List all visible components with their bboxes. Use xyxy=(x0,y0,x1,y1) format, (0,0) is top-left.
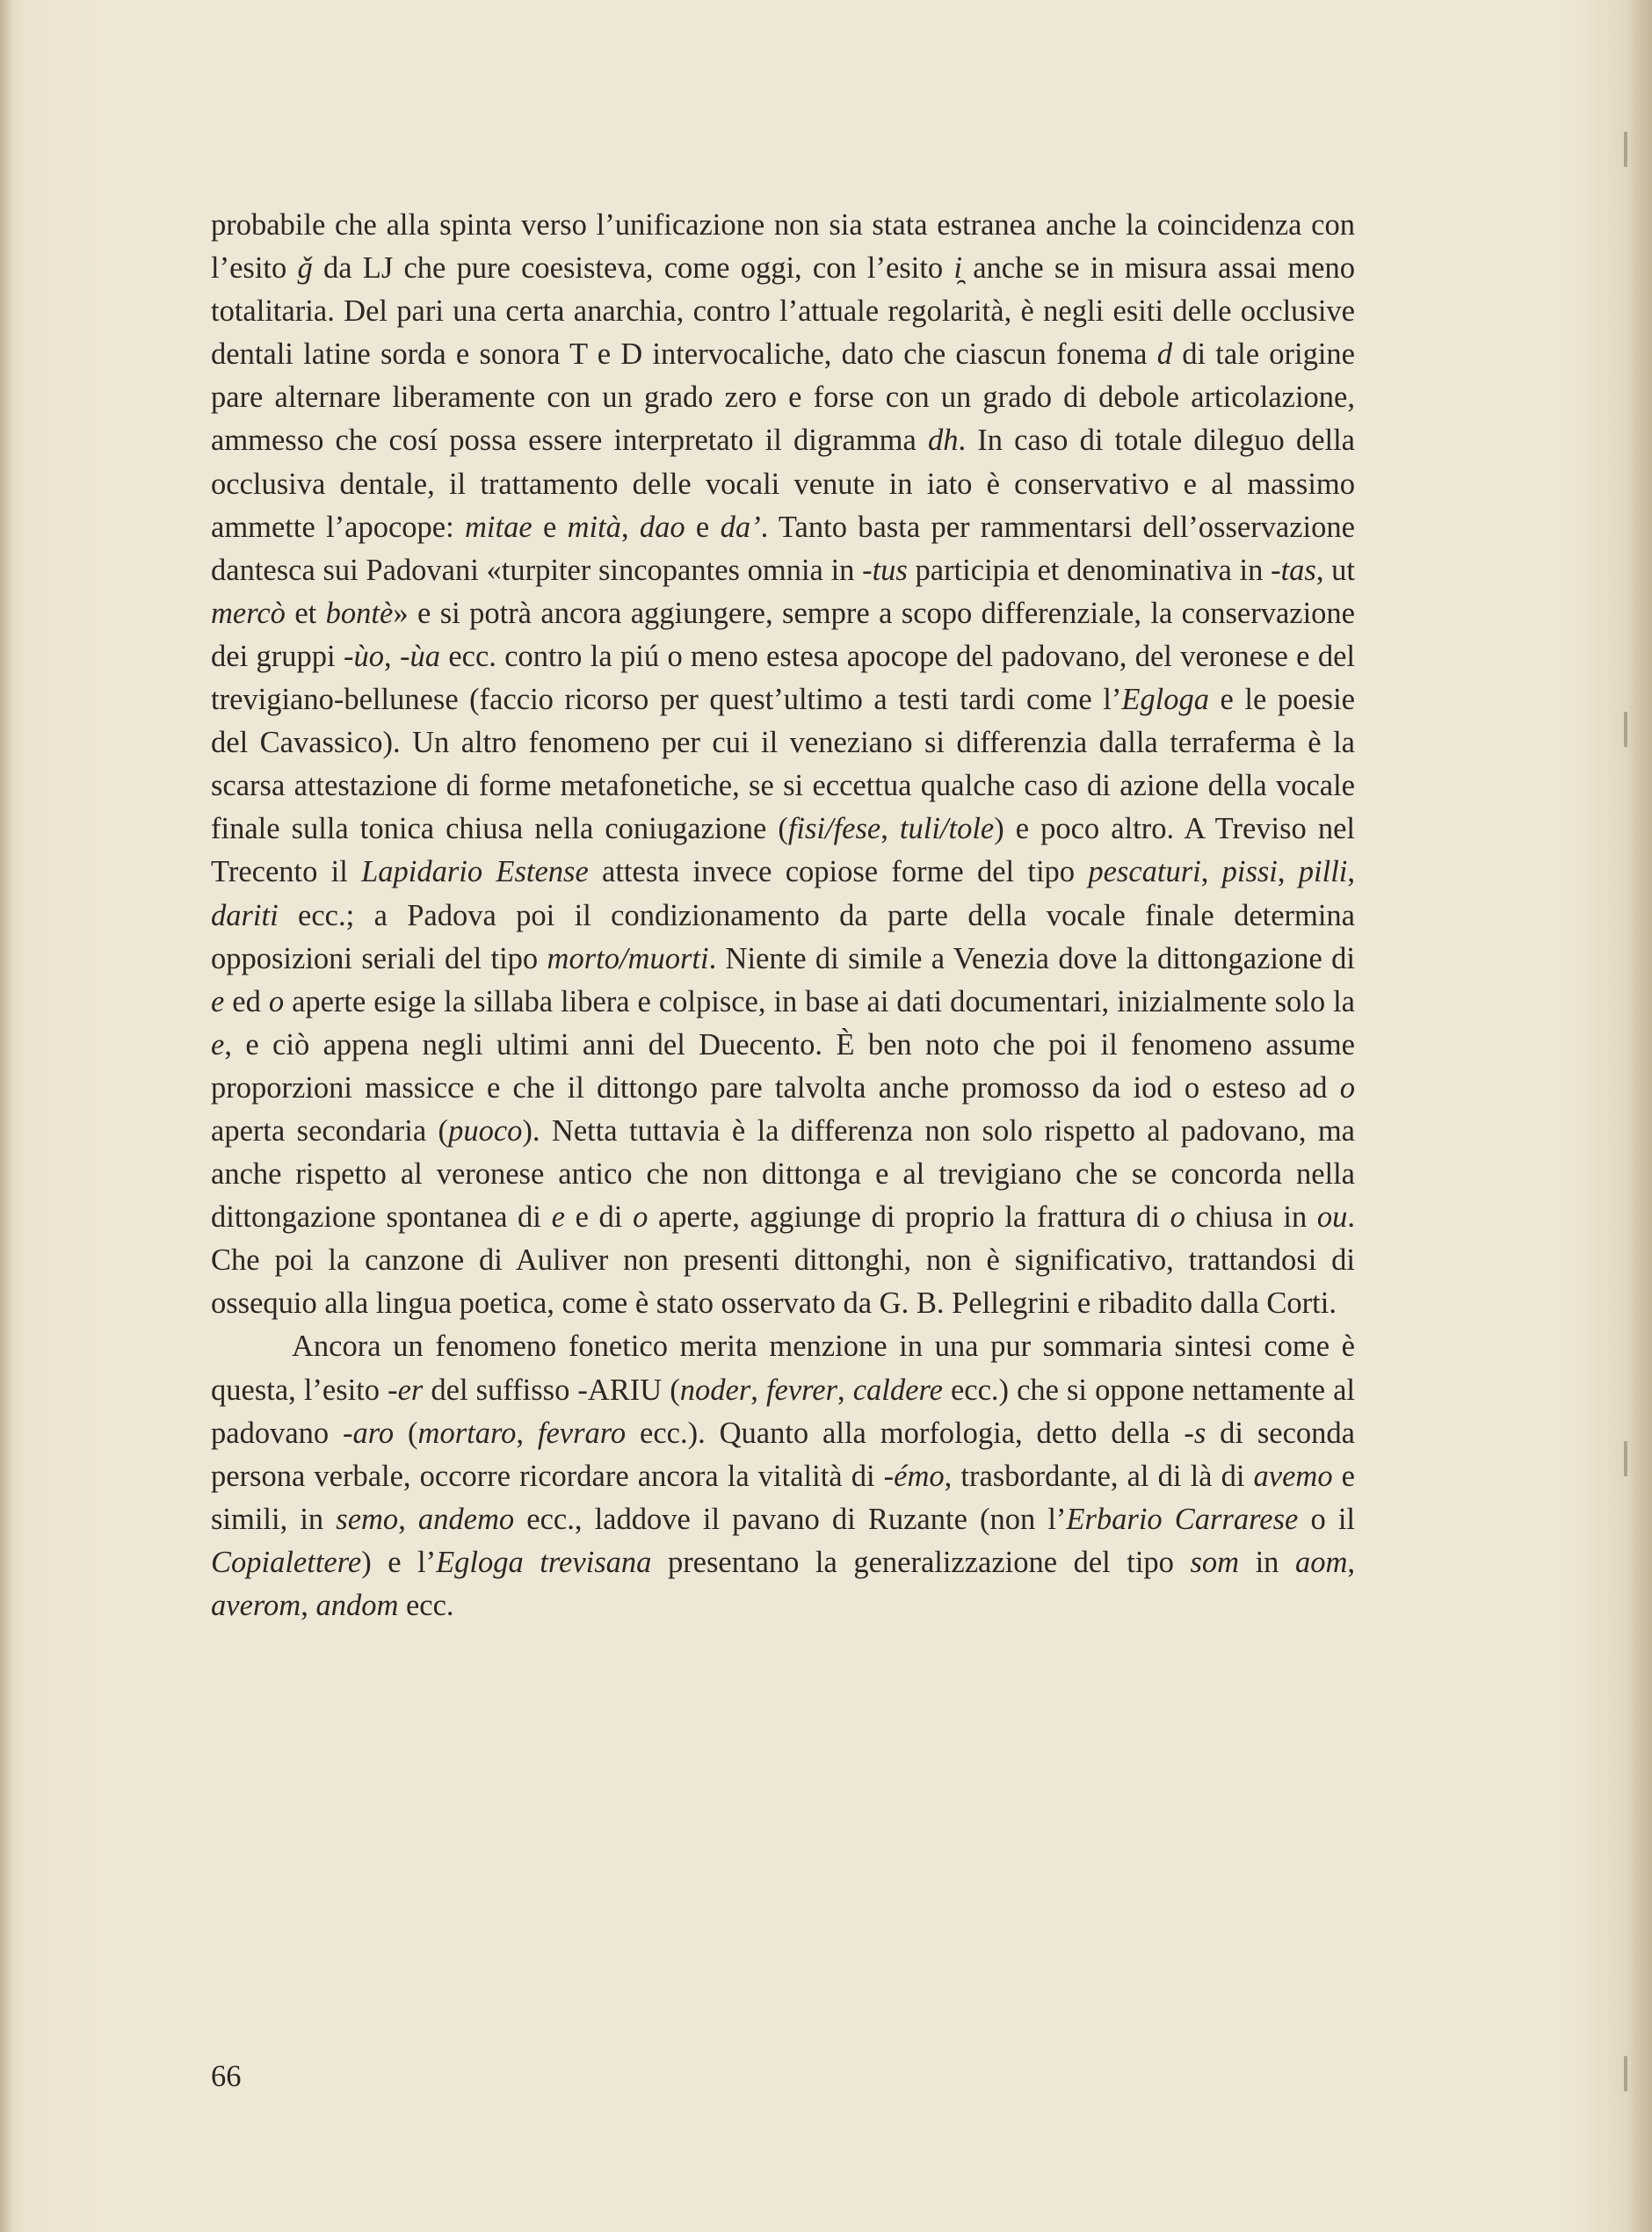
italic-term: aom xyxy=(1294,1545,1348,1579)
italic-term: d xyxy=(1156,337,1172,372)
italic-term: -tus xyxy=(862,553,908,587)
italic-term: dh xyxy=(927,424,959,458)
page-edge-mark xyxy=(1624,2056,1627,2091)
page-edge xyxy=(1626,0,1652,2232)
italic-term: mitae xyxy=(465,510,533,544)
italic-term: avemo xyxy=(1253,1459,1333,1493)
italic-term: Lapidario Estense xyxy=(361,855,589,889)
italic-term: mortaro xyxy=(417,1416,517,1450)
italic-term: mità xyxy=(567,510,621,544)
italic-term: Egloga trevisana xyxy=(436,1545,652,1579)
italic-term: fevrer xyxy=(765,1373,838,1407)
italic-term: caldere xyxy=(852,1373,943,1407)
italic-term: semo xyxy=(336,1502,399,1536)
italic-term: -aro xyxy=(343,1416,395,1450)
italic-term: morto/muorti xyxy=(547,941,709,975)
italic-term: -ùa xyxy=(399,639,440,673)
page-number: 66 xyxy=(211,2060,242,2093)
italic-term: puoco xyxy=(448,1113,523,1148)
italic-term: fisi/fese xyxy=(787,812,881,846)
italic-term: andom xyxy=(315,1589,399,1622)
italic-term: averom xyxy=(211,1589,301,1622)
italic-term: fevraro xyxy=(537,1416,627,1450)
italic-term: tuli/tole xyxy=(899,812,995,846)
page-edge-mark xyxy=(1624,132,1627,167)
italic-term: pilli xyxy=(1298,855,1348,889)
italic-term: ǧ xyxy=(297,251,313,286)
italic-term: -er xyxy=(388,1373,424,1407)
italic-term: -émo xyxy=(883,1459,945,1493)
page-edge-mark xyxy=(1624,712,1627,747)
italic-term: o xyxy=(633,1200,648,1235)
italic-term: noder xyxy=(679,1373,751,1407)
italic-term: i̯ xyxy=(953,251,962,286)
italic-term: -tas xyxy=(1271,553,1316,587)
italic-term: mercò xyxy=(211,596,286,630)
italic-term: e xyxy=(211,984,225,1018)
italic-term: bontè xyxy=(325,596,394,630)
body-text xyxy=(211,204,1355,1627)
italic-term: dao xyxy=(639,510,685,544)
italic-term: andemo xyxy=(417,1502,515,1536)
paragraph: probabile che alla spinta verso l’unificazione non sia stata estranea anche la coincidenza con l’esito ǧ da LJ che pure coesisteva, come oggi, con l’esito i̯ anche se in misura assai meno totalitaria. Del pari una certa anarchia, contro l’attuale regolarità, è negli esiti delle occlusive dentali latine sorda e sonora T e D intervocaliche, dato che ciascun fonema d di tale origine pare alternare liberamente con un grado zero e forse con un grado di debole articolazione, ammesso che cosí possa essere interpretato il digramma dh. In caso di totale dileguo della occlusiva dentale, il trattamento delle vocali venute in iato è conservativo e al massimo ammette l’apocope: mitae e mità, dao e da’. Tanto basta per rammentarsi dell’osservazione dantesca sui Padovani «turpiter sincopantes omnia in -tus participia et denominativa in -tas, ut mercò et bontè» e si potrà ancora aggiungere, sempre a scopo differenziale, la conservazione dei gruppi -ùo, -ùa ecc. contro la piú o meno estesa apocope del padovano, del veronese e del trevigiano-bellunese (faccio ricorso per quest’ultimo a testi tardi come l’Egloga e le poesie del Cavassico). Un altro fenomeno per cui il veneziano si differenzia dalla terraferma è la scarsa attestazione di forme metafonetiche, se si eccettua qualche caso di azione della vocale finale sulla tonica chiusa nella coniugazione (fisi/fese, tuli/tole) e poco altro. A Treviso nel Trecento il Lapidario Estense attesta invece copiose forme del tipo pescaturi, pissi, pilli, dariti ecc.; a Padova poi il condizionamento da parte della vocale finale determina opposizioni seriali del tipo morto/muorti. Niente di simile a Venezia dove la dittongazione di e ed o aperte esige la sillaba libera e colpisce, in base ai dati documentari, inizialmente solo la e, e ciò appena negli ultimi anni del Duecento. È ben noto che poi il fenomeno assume proporzioni massicce e che il dittongo pare talvolta anche promosso da iod o esteso ad o aperta secondaria (puoco). Netta tuttavia è la differenza non solo rispetto al padovano, ma anche rispetto al veronese antico che non dittonga e al trevigiano che se concorda nella dittongazione spontanea di e e di o aperte, aggiunge di proprio la frattura di o chiusa in ou. Che poi la canzone di Auliver non presenti dittonghi, non è significativo, trattandosi di ossequio alla lingua poetica, come è stato osservato da G. B. Pellegrini e ribadito dalla Corti. xyxy=(211,208,1356,1321)
italic-term: ou xyxy=(1316,1200,1348,1235)
italic-term: pissi xyxy=(1221,855,1278,889)
italic-term: som xyxy=(1190,1545,1240,1579)
italic-term: Copialettere xyxy=(211,1545,362,1579)
italic-term: o xyxy=(268,984,285,1018)
italic-term: Erbario Carrarese xyxy=(1066,1502,1299,1536)
italic-term: Egloga xyxy=(1121,683,1210,717)
italic-term: o xyxy=(1170,1200,1185,1235)
italic-term: e xyxy=(211,1027,225,1062)
italic-term: pescaturi xyxy=(1088,855,1201,889)
italic-term: e xyxy=(551,1200,565,1235)
book-binding xyxy=(0,0,12,2232)
italic-term: -s xyxy=(1184,1416,1206,1450)
italic-term: da’ xyxy=(720,510,761,544)
italic-term: dariti xyxy=(211,898,279,932)
paragraph: Ancora un fenomeno fonetico merita menzione in una pur sommaria sintesi come è questa, l’esito -er del suffisso -ARIU (noder, fevrer, caldere ecc.) che si oppone nettamente al padovano -aro (mortaro, fevraro ecc.). Quanto alla morfologia, detto della -s di seconda persona verbale, occorre ricordare ancora la vitalità di -émo, trasbordante, al di là di avemo e simili, in semo, andemo ecc., laddove il pavano di Ruzante (non l’Erbario Carrarese o il Copialettere) e l’Egloga trevisana presentano la generalizzazione del tipo som in aom, averom, andom ecc. xyxy=(211,1330,1355,1622)
page-edge-mark xyxy=(1624,1441,1627,1476)
italic-term: o xyxy=(1339,1070,1355,1105)
italic-term: -ùo xyxy=(343,639,384,673)
